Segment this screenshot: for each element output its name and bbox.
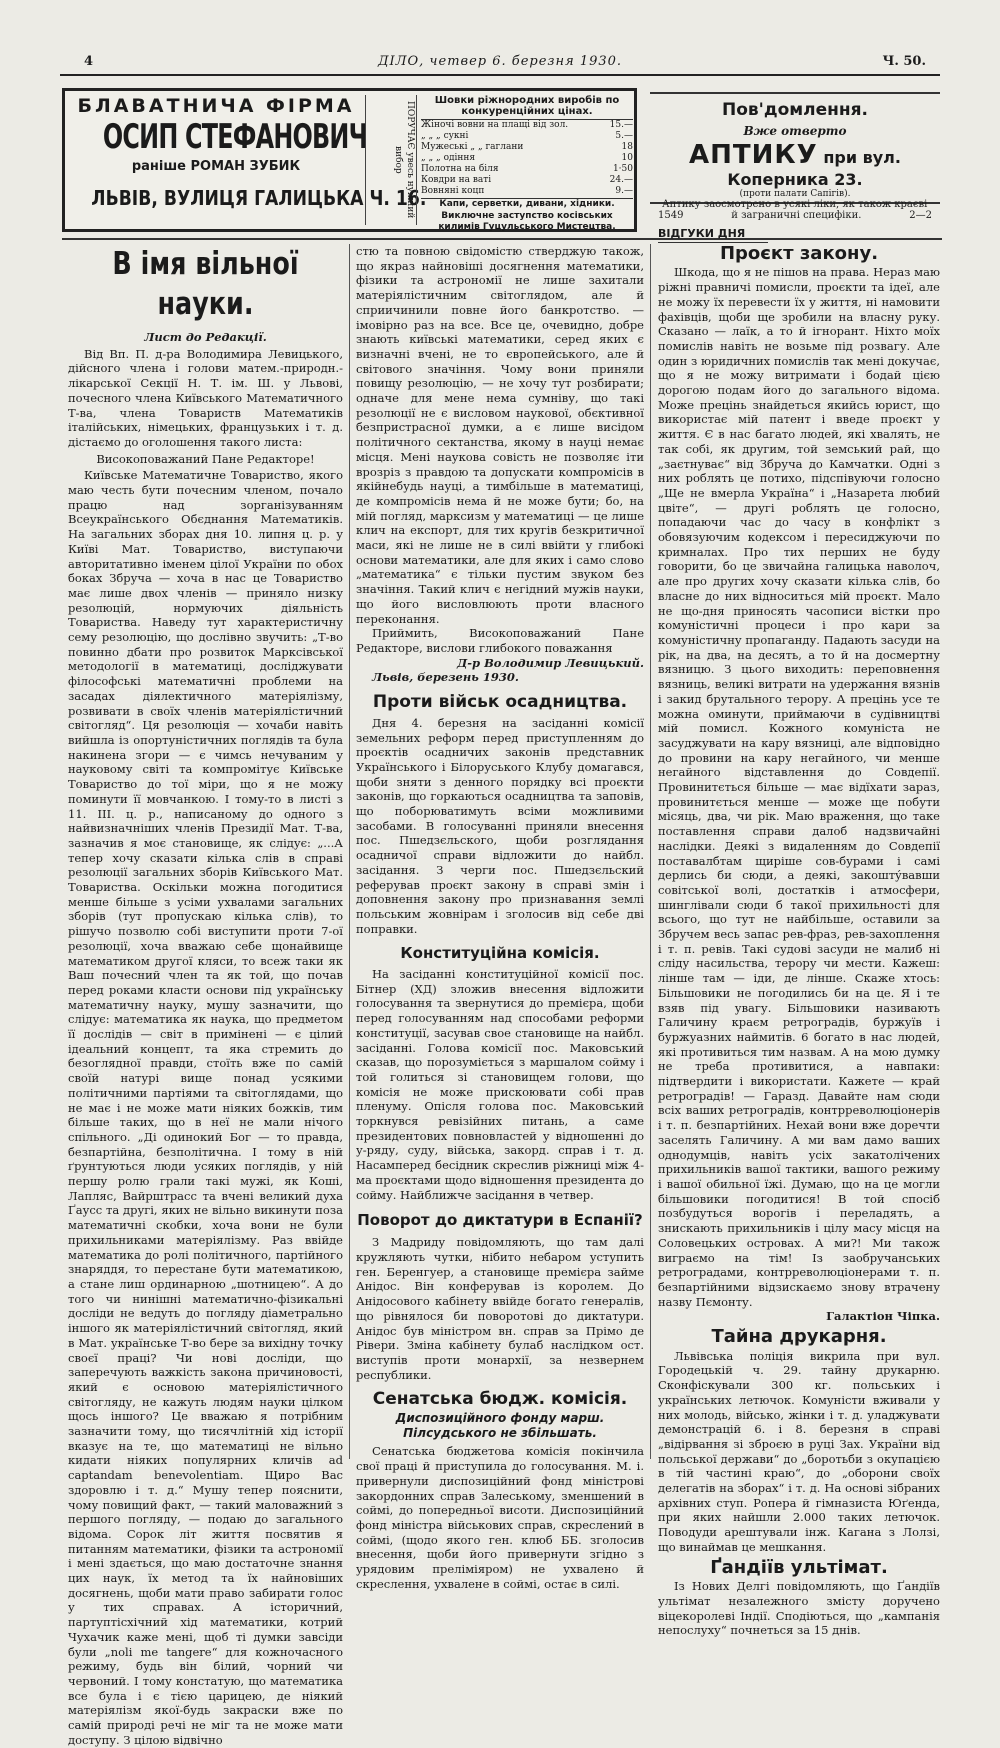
ad-price-row	[421, 175, 633, 186]
article-title-printing: Тайна друкарня.	[711, 1326, 887, 1348]
article-signature-bill: Галактіон Чіпка.	[826, 1309, 940, 1324]
article-body-bill: Шкода, що я не пішов на права. Нераз маю ріжні правничі помисли, проєкти та ідеї, але не можу їх перевести їх у життя, ні намовити фахівців, щоби ще зробили на власну руку. Сказано — лаїк, а то й ігнорант. Ніхто моїх помислів навіть не возьме під розвагу. Але один з юридичних помислів так мені докучає, що я не можу витримати і бодай цією дорогою подам його до загального відома. Може прецінь знайдеться якийсь юрист, що використає мій патент і введе проєкт у життя. Є в нас багато людей, які хвалять, не так собі, як другим, той земський рай, що „заєтнуває“ від Збруча до Камчатки. Одні з них роблять це потихо, підспівуючи голосно „Ще не вмерла Україна“ і „Назарета любий цвіте“, — другі роблять це голосно, попадаючи час до часу в конфлікт з обовязуючим кодексом і пересиджуючи по кримналах. Про тих перших не буду говорити, бо це звичайна галицька наволоч, але про других хочу сказати кілька слів, бо власне до них відноситься мій проєкт. Мало не що-дня приносять часописи вістки про комуністичні процеси і про кари за комуністичну пропаганду. Падають засуди на рік, на два, на десять, а то й на досмертну вязницю. З цього виходить: переповнення вязниць, великі витрати на удержання вязнів і закид брутального терору. А прецінь усе те можна оминути, приймаючи в судівництві мій помисл. Кожного комуніста не засуджувати на кару вязниці, але відповідно до провини на кару негайного, чи менше негайного відставлення до Совдепії. Провинитється більше — має відїхати зараз, провинитється менше — може ще побути місяць, два, чи рік. Маю враження, що таке поставлення справи далоб надзвичайні наслідки. Деякі з видаленням до Совдепії поставалбтам щиріше сов-бурами і самі дерлись би сюди, а деякі, закошту́вавши совітської волі, достатків і атмосфери, шинглівали сюди б такої прихильності для всього, що тут не найбільше, оставили за Збручем весь запас рев-фраз, рев-захоплення і т. п. ревів. Такі судові засуди не малиб ні сліду насильства, терору чи мести. Кажеш: лінше там — іди, де лінше. Скаже хтось: Більшовики не погодились би на це. Я і те взяв під увагу. Більшовики називають Галичину краєм ретроградів, буржуїв і буржуазних наймитів. 6 богато в нас людей, які противиться тим назвам. А на мою думку не треба противитися, а навпаки: підтвердити і використати. Кажете — край ретроградів! — Гаразд. Давайте нам сюди всіх ваших ретроградів, контрреволюціонерів і т. п. безпартійних. Нехай вони вже доречти заселять Галичину. А ми вам дамо ваших однодумців, навіть усіх закатолічених прихильників вашої тактики, вашого режиму і вашої обильної їжі. Думаю, що на це могли більшовики погодитися! В той спосіб позбудуться ворогів і переладять, а знискають прихильників і цілу масу місця на Соловецьких островах. А ми?! Ми також виграємо на тім! Із заобручанських ретроградами, контрреволюціонерами т. п. безпартійними відзискаємо знову втрачену назву Пємонту.	[658, 265, 940, 1309]
ad-price-row	[421, 131, 633, 142]
ad-footer-2: Виключне заступство косівських килимів Гуцульського Мистецтва.	[438, 211, 616, 232]
article-title-senate: Сенатська бюдж. комісія.	[372, 1389, 628, 1410]
ad-price-value: 15.—	[609, 120, 633, 130]
ad-price-label: Жіночі вовни на плащі від зол.	[421, 120, 569, 130]
ad-price-label: Полотна на біля	[421, 164, 499, 174]
column-divider-2	[650, 244, 651, 1459]
article-body-senate: Сенатська бюджетова комісія покінчила свої праці й приступила до голосування. М. і. привернули диспозиційний фонд міністрові закордонних справ Залеському, зменшений в соймі, до попередньої висоти. Диспозиційний фонд міністра військових справ, скреслений в соймі, (щодо якого ген. клюб ББ. зголосив внесення, щоби його привернути згідно з урядовим преліміяром) не ухвалено й скреслення, ухвалене в соймі, остає в силі.	[356, 1444, 644, 1591]
masthead-date: ДІЛО, четвер 6. березня 1930.	[377, 54, 623, 69]
pharmacy-announcement	[650, 92, 940, 221]
ad-price-label: „ „ „ одіння	[421, 153, 476, 163]
article-body-constitution: На засіданні конституційної комісії пос. Бітнер (ХД) зложив внесення відложити голосування та звернутися до премієра, щоби перед голосуванням над способами реформи конституції, засував свое становище на найбл. засіданні. Голова комісії пос. Маковський сказав, що порозуміється з маршалом сойму і той голиться зі становищем голови, що комісія не може прискоювати собі прав пленуму. Опісля голова пос. Маковський торкнувся ревізійних питань, а саме президентових повновластей у відношенні до у-ряду, суду, війська, закорд. справ і т. д. Насамперед бесідник скреслив ріжниці між 4-ма проєктами щодо відношення президента до сойму. Найближче засідання в четвер.	[356, 967, 644, 1202]
ad-vertical-text: ПОРУЧАЄ увесь нужний вибор	[365, 95, 417, 225]
article-title-constitution: Конституційна комісія.	[400, 944, 600, 963]
ad-price-label: Вовняні коцп	[421, 186, 485, 196]
ad-price-value: 5.—	[615, 131, 633, 141]
ad-price-row	[421, 153, 633, 164]
letter-body: Київське Математичне Товариство, якого маю честь бути почесним членом, почало працю над зорганізуванням Всеукраїнського Обєднання Математиків. На загальних зборах дня 10. липня ц. р. у Київі Мат. Товариство, виступаючи авторитативно іменем цілої України по обох боках Збруча — хоча в нас це Товариство має лише двох членів — приняло низку резолюцій, нормуючих діяльність Товариства. Наведу тут характеристичну сему резолюцію, що дослівно звучить: „Т-во повинно дбати про розвиток Марксівської методології в математиці, досліджувати філософські математичні проблеми на засадах діялектичного матеріялізму, розвивати в своїх членів матеріялістичний світогляд“. Ця резолюція — хочаби навіть вийшла із опортуністичних поглядів та була накинена згори — є чимсь нечуваним у науковому світі та компромітує Київське Товариство до тої міри, що я не можу поминути її мовчанкою. І тому-то в листі з 11. III. ц. р., написаному до одного з найвизначніших членів Президії Мат. Т-ва, зазначив я моє становище, як слідує: „...А тепер хочу сказати кілька слів в справі резолюції загальних зборів Київського Мат. Товариства. Оскільки можна погодитися менше більше з усіми ухвалами загальних зборів (тут пропускаю кілька слів), то рішучо позволю собі виступити проти 7-ої резолюції, хоча вважаю себе щонайвище математиком другої кляси, то всеж таки як Ваш почесний член та як той, що почав перед роками класти основи під українську математичну науку, мушу зазначити, що слідує: математика як наука, що предметом її дослідів — світ в примінені — є цілий ідеальний концепт, та яка стремить до безоглядної правди, стоїть вже по самій своїй натурі вище понад усякими політичними партіями та світоглядами, що не має і не може мати ніяких божків, тим більше таких, що в неї не мали нічого спільного. „Ді одинокий Бог — то правда, безпартійна, безполітична. І тому в ній ґрунтуються люди усяких поглядів, у ній першу ролю грали такі мужі, як Коші, Лапляс, Вайрштрасс та вчені великий духа Ґаусс та другі, яких не вільно викинути поза математичні скобки, хоча вони не були прихильниками матеріялізму. Раз ввійде математика до ролі політичного, партійного знаряддя, то перестане бути математикою, а стане лиш ординарною „шотницею“. А до того чи нинішні математично-фізикальні досліди не ведуть до погляду діаметрально іншого як матеріялістичний світогляд, який в Мат. українське Т-во бере за вихідну точку своєї праці? Чи нові досліди, що заперечують важкість закона причиновості, який є основою матеріялістичного світогляду, не кажуть людям науки цілком щось іншого? Це вважаю я потрібним зазначити тому, що тисячлітній хід історії вказує на те, що математиці не вільно кидати ніяких популярних кличів ad captandam benevolentiam. Щиро Вас здоровлю і т. д.“ Мушу тепер пояснити, чому повищий факт, — такий маловажний з першого погляду, — подаю до загального відома. Сорок літ життя посвятив я питанням математики, фізики та астрономії і мені здається, що маю достаточне знання цих наук, їх метод та їх найновіших досягнень, щоби мати право забирати голос у тих справах. А історичний, партуптісхічний хід математики, котрий Чухачик каже мені, щоб ті думки завсіди були „noli me tangere“ для кожночасного режиму, будь він білий, чорний чи червоний. І тому констатую, що математика все була і є тією царицею, де ніякий матеріялізм якої-будь закраски вже по самій природі речі не міг та не може мати доступу. З цілою відвічно	[68, 468, 343, 1747]
article-title-free-science: В імя вільної науки.	[112, 246, 299, 322]
letter-closing: Приймить, Високоповажаний Пане Редакторе, вислови глибокого поважання	[356, 626, 644, 655]
ad-footer-1: Капи, серветки, дивани, хідники.	[421, 198, 633, 210]
letter-continuation: стю та повною свідомістю стверджую також, що якраз найновіші досягнення математики, фізики та астрономії не лише захитали матеріялістичним світоглядом, але й сприичинили повне його банкротство. — імовірно раз на все. Все це, очевидно, добре знають київські математики, серед яких є визначні вчені, не то європейського, але й світового значіння. Чому вони приняли повищу резолюцію, — не хочу тут розбирати; одначе для мене нема сумніву, що такі резолюції не є висловом наукової, обєктивної безпристрасної думки, а є лише висідом політичного сектанства, якому в науці немає місця. Мені наукова совість не позволяє іти врозріз з правдою та допускати компромісів в якійнебудь науці, а тимбільше в математиці, де компромісів нема й не може бути; бо, на мій погляд, марксизм у математиці — це лише клич на експорт, для тих кругів безкритичної маси, які не лише не в силі ввійти у глибокі основи математики, але для яких і само слово „математика“ є тільки пустим звуком без значіння. Такий клич є негідний мужів науки, що його висловлюють проти власного переконання.	[356, 244, 644, 626]
ad-address: ЛЬВІВ, ВУЛИЦЯ ГАЛИЦЬКА Ч. 16.	[91, 186, 427, 210]
article-title-spain: Поворот до диктатури в Еспанії?	[357, 1211, 643, 1230]
ad-firm-name: ОСИП СТЕФАНОВИЧ	[102, 117, 368, 157]
ad-price-label: Мужеські „ „ гаглани	[421, 142, 524, 152]
letter-signature: Д-р Володимир Левицький.	[457, 655, 644, 670]
article-title-military: Проти військ осадництва.	[372, 692, 628, 713]
ad-price-value: 1·50	[612, 164, 633, 174]
column-2	[356, 244, 644, 1591]
ad-price-row	[421, 120, 633, 131]
tailor-advertisement	[62, 88, 637, 232]
column-1	[68, 244, 343, 1747]
ad-price-row	[421, 186, 633, 197]
announcement-line3: (проти палати Сапігів).	[739, 189, 851, 199]
ad-price-value: 10	[621, 153, 633, 163]
ad-price-title: Шовки ріжнородних виробів по конкуренційних цінах.	[421, 95, 633, 120]
article-title-gandhi: Ґандіїв ультімат.	[710, 1556, 888, 1578]
announcement-pharmacy	[650, 140, 940, 189]
article-subtitle-senate: Диспозиційного фонду марш. Пілсудського не збільшать.	[395, 1411, 605, 1440]
letter-place-date: Львів, березень 1930.	[372, 670, 519, 685]
column-divider-1	[349, 244, 350, 1459]
article-body-military: Дня 4. березня на засіданні комісії земельних реформ перед приступленням до проєктів осадничих законів представник Українського і Білоруського Клубу домагався, щоби зняти з денного порядку всі проєкти законів, що горкаються осадництва та заповів, що поборюватимуть всіми можливими засобами. В голосуванні приняли внесення пос. Пшедзєльского, щоби розглядання осадничої справи відложити до найбл. засідання. З черги пос. Пшедзєльский реферував проєкт закону в справі змін і доповнення закону про признавання землі польським жовнірам і зголосив від себе дві поправки.	[356, 715, 644, 936]
announcement-specifics: й заграничні специфіки.	[731, 210, 862, 221]
section-label-responses: ВІДГУКИ ДНЯ	[658, 227, 768, 243]
ad-price-rows	[421, 120, 633, 197]
announcement-line4: Аптику заосмотрено в усякі ліки, як також краєві	[662, 199, 928, 210]
announcement-code: 1549	[658, 210, 684, 221]
article-title-bill: Проєкт закону.	[719, 242, 879, 264]
page-header	[60, 52, 940, 76]
ad-price-row	[421, 142, 633, 153]
article-body-spain: З Мадриду повідомляють, що там далі кружляють чутки, нібито небаром уступить ген. Беренгуер, а становище премієра займе Анідос. Він конферував із королем. До Анідосового кабінету ввійде богато генералів, що рівнялося би поворотові до диктатури. Анідос був міністром вн. справ за Прімо де Рівери. Зміна кабінету булаб наслідком ост. виступів проти монархії, за незвернем республики.	[356, 1235, 644, 1382]
pharmacy-word: АПТИКУ	[689, 140, 818, 170]
pharmacy-address: при вул. Коперника 23.	[727, 148, 901, 189]
ad-price-list	[421, 95, 633, 233]
letter-salutation: Високоповажаний Пане Редакторе!	[96, 451, 315, 466]
ad-price-label: „ „ „ сукні	[421, 131, 469, 141]
ad-firm-label: БЛАВАТНИЧА ФІРМА	[77, 95, 355, 117]
ad-price-label: Ковдри на ваті	[421, 175, 492, 185]
announcement-run: 2—2	[909, 210, 932, 221]
issue-number: Ч. 50.	[882, 54, 926, 69]
ad-price-value: 9.—	[615, 186, 633, 196]
ad-previous-owner: раніше РОМАН ЗУБИК	[131, 159, 301, 174]
article-intro: Від Вп. П. д-ра Володимира Левицького, дійсного члена і голови матем.-природн.-лікарської Секції Н. Т. ім. Ш. у Львові, почесного члена Київського Математичного Т-ва, члена Товариств Математиків італійських, німецьких, французьких і т. д. дістаємо до оголошення такого листа:	[68, 346, 343, 449]
announcement-title: Пов'домлення.	[721, 100, 869, 120]
page-number: 4	[84, 54, 94, 69]
ad-price-value: 24.—	[609, 175, 633, 185]
column-3	[658, 227, 940, 1638]
ad-price-row	[421, 164, 633, 175]
article-subtitle: Лист до Редакції.	[144, 330, 267, 344]
announcement-line1: Вже отверто	[743, 124, 847, 138]
announcement-line5	[650, 210, 940, 221]
ad-price-value: 18	[621, 142, 633, 152]
article-body-printing: Львівська поліція викрила при вул. Городецькій ч. 29. тайну друкарню. Сконфіскували 300 кг. польських і українських летючок. Комуністи вживали у них молодь, військо, жінки і т. д. уладжувати демонстрацій 6. і 8. березня в справі „відірвання зі зброєю в руці Зах. України від польської держави“ до „боротьби з окупацією в тій частині краю“, до „оборони своїх делегатів на зборах“ і т. д. На основі зібраних архівних ступ. Ропера й гімназиста Юґенда, при яких найшли 2.000 таких летючок. Поводуди арештували інж. Кагана з Лолзі, що винаймав це мешкання.	[658, 1348, 940, 1554]
article-body-gandhi: Із Нових Делгі повідомляють, що Ґандіїв ультімат незалежного змісту доручено віцекоролеві Індії. Сподіються, що „кампанія непослуху“ почнеться за 15 днів.	[658, 1579, 940, 1638]
